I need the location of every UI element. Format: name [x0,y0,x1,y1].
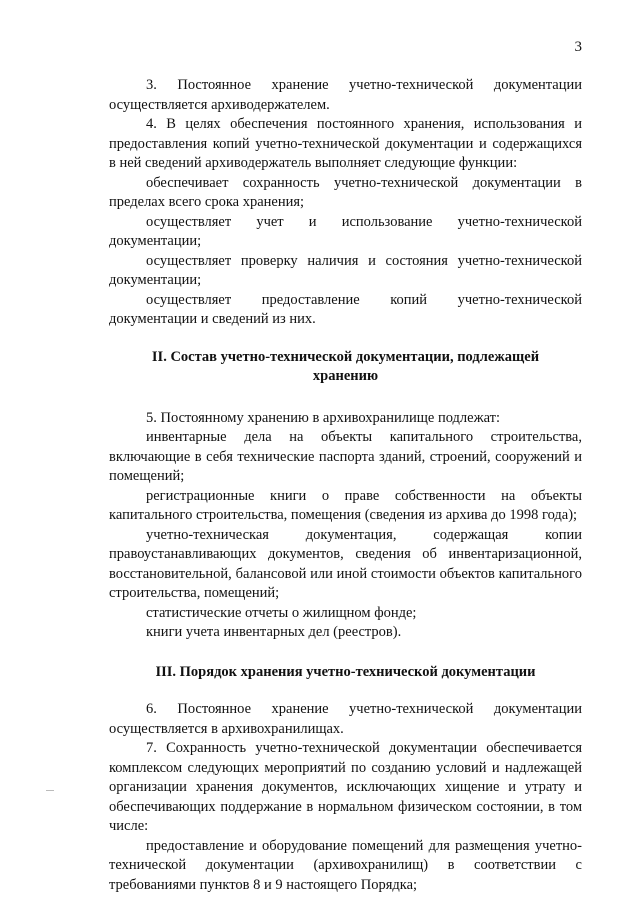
paragraph-6: 6. Постоянное хранение учетно-технической документации осуществляется в архивохранилищах. [109,701,582,737]
function-item: обеспечивает сохранность учетно-технической документации в пределах всего срока хранения; [109,174,582,210]
storage-item: учетно-техническая документация, содержащая копии правоустанавливающих документов, сведения об инвентаризационной, восстановительной, балансовой или иной стоимости объектов капитального строительства, помещений; [109,526,582,601]
paragraph-4: 4. В целях обеспечения постоянного хранения, использования и предоставления копий учетно-технической документации и содержащихся в ней сведений архиводержатель выполняет следующие функции: [109,116,582,171]
storage-item: инвентарные дела на объекты капитального строительства, включающие в себя технические паспорта зданий, строений, сооружений и помещений; [109,429,582,484]
function-item: осуществляет проверку наличия и состояния учетно-технической документации; [109,252,582,288]
storage-item: статистические отчеты о жилищном фонде; [146,604,417,621]
margin-mark [46,790,54,791]
document-body [109,76,582,895]
measure-item: предоставление и оборудование помещений для размещения учетно-технической документации (архивохранилищ) в соответствии с требованиями пунктов 8 и 9 настоящего Порядка; [109,837,582,893]
function-item: осуществляет предоставление копий учетно-технической документации и сведений из них. [109,291,582,327]
paragraph-5: 5. Постоянному хранению в архивохранилище подлежат: [146,409,501,426]
section-heading-ii: II. Состав учетно-технической документации, подлежащей хранению [151,348,540,384]
function-item: осуществляет учет и использование учетно-технической документации; [109,213,582,249]
storage-item: книги учета инвентарных дел (реестров). [146,624,402,640]
page-number: 3 [574,39,582,55]
storage-item: регистрационные книги о праве собственности на объекты капитального строительства, помещения (сведения из архива до 1998 года); [109,487,582,523]
section-heading-iii: III. Порядок хранения учетно-технической документации [155,663,536,680]
paragraph-3: 3. Постоянное хранение учетно-технической документации осуществляется архиводержателем. [109,77,582,113]
paragraph-7: 7. Сохранность учетно-технической документации обеспечивается комплексом следующих мероприятий по созданию условий и надлежащей организации хранения документов, исключающих хищение и утрату и обеспечивающих поддержание в нормальном физическом состоянии, в том числе: [109,740,582,834]
